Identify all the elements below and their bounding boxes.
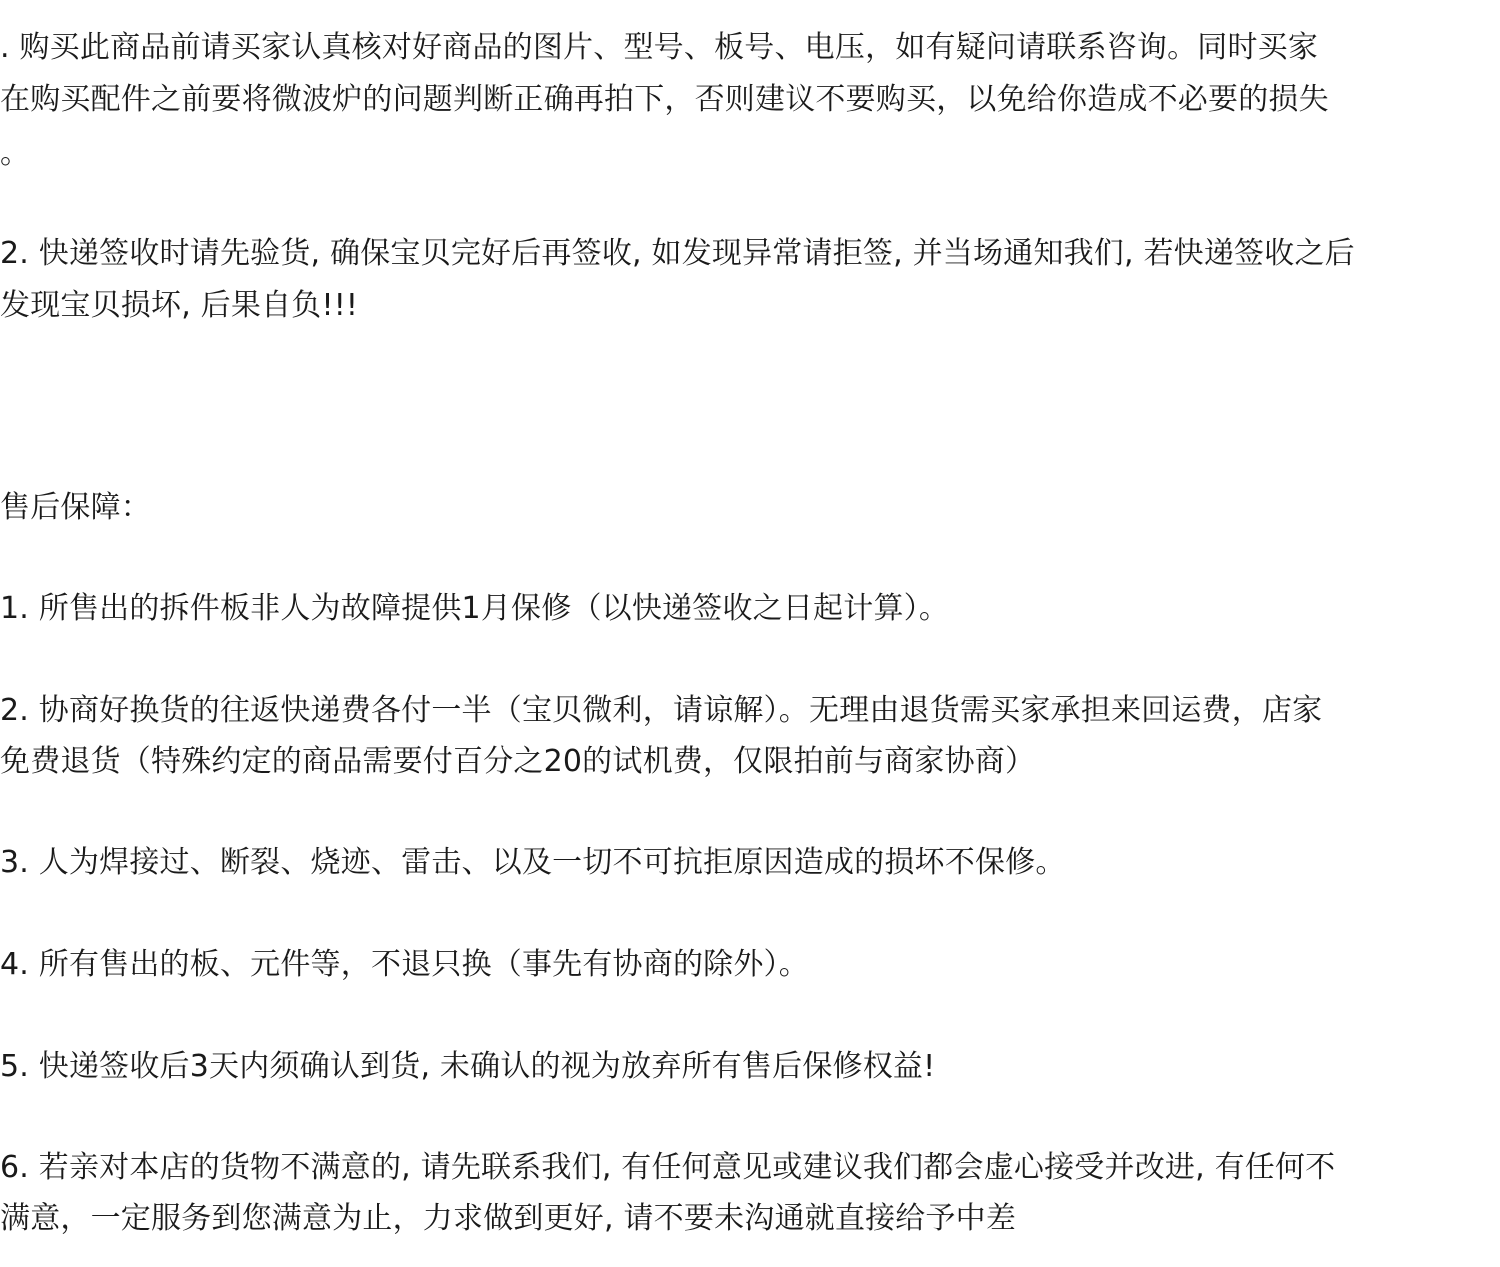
rule4-text: 4. 所有售出的板、元件等，不退只换（事先有协商的除外）。 (0, 947, 809, 982)
notice-item1-line2: 在购买配件之前要将微波炉的问题判断正确再拍下，否则建议不要购买，以免给你造成不必要的损失 (0, 82, 1329, 117)
rule6-line2: 满意，一定服务到您满意为止，力求做到更好, 请不要未沟通就直接给予中差 (0, 1201, 1017, 1236)
rule6-line1: 6. 若亲对本店的货物不满意的, 请先联系我们, 有任何意见或建议我们都会虚心接受并改进, 有任何不 (0, 1150, 1336, 1185)
rule3-text: 3. 人为焊接过、断裂、烧迹、雷击、以及一切不可抗拒原因造成的损坏不保修。 (0, 845, 1066, 880)
notice-item2-line2: 发现宝贝损坏, 后果自负!!! (0, 288, 359, 323)
rule2-line1: 2. 协商好换货的往返快递费各付一半（宝贝微利，请谅解）。无理由退货需买家承担来回运费，店家 (0, 693, 1323, 728)
rule1-text: 1. 所售出的拆件板非人为故障提供1月保修（以快递签收之日起计算）。 (0, 591, 950, 626)
rule5-text: 5. 快递签收后3天内须确认到货, 未确认的视为放弃所有售后保修权益! (0, 1049, 936, 1084)
rule2-line2: 免费退货（特殊约定的商品需要付百分之20的试机费，仅限拍前与商家协商） (0, 744, 1036, 779)
notice-item1-line1: . 购买此商品前请买家认真核对好商品的图片、型号、板号、电压，如有疑问请联系咨询。同时买家 (0, 30, 1319, 65)
notice-item1-line3: 。 (0, 136, 31, 171)
notice-item2-line1: 2. 快递签收时请先验货, 确保宝贝完好后再签收, 如发现异常请拒签, 并当场通知我们, 若快递签收之后 (0, 236, 1355, 271)
after-sales-heading: 售后保障： (0, 490, 151, 525)
